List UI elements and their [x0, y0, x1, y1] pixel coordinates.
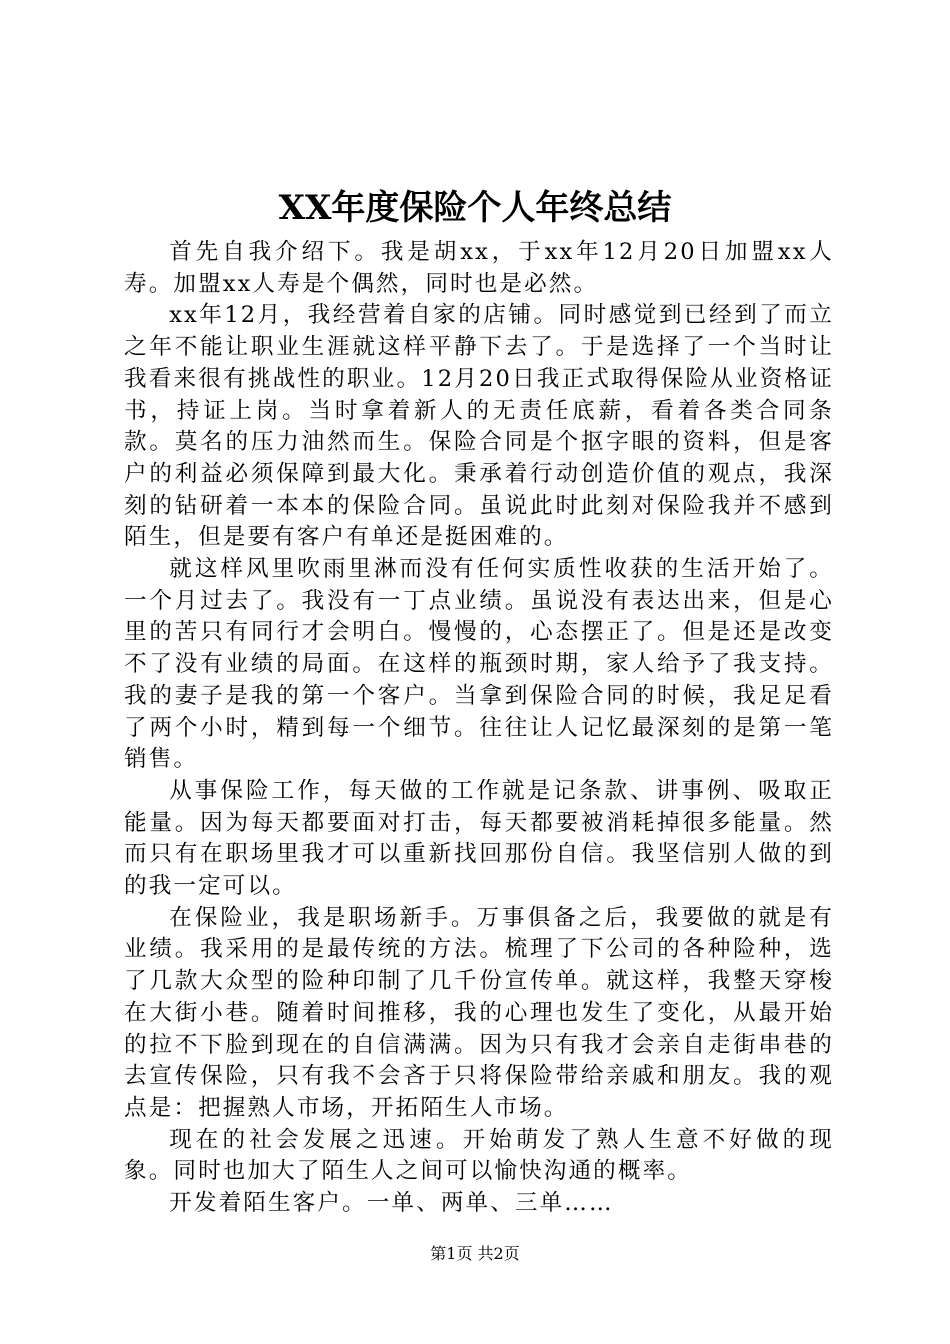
paragraph: 首先自我介绍下。我是胡xx，于xx年12月20日加盟xx人寿。加盟xx人寿是个偶然，同时也是必然。 [124, 239, 834, 297]
page-footer [0, 1244, 950, 1264]
paragraph: 就这样风里吹雨里淋而没有任何实质性收获的生活开始了。一个月过去了。我没有一丁点业绩。虽说没有表达出来，但是心里的苦只有同行才会明白。慢慢的，心态摆正了。但是还是改变不了没有业绩的局面。在这样的瓶颈时期，家人给予了我支持。我的妻子是我的第一个客户。当拿到保险合同的时候，我足足看了两个小时，精到每一个细节。往往让人记忆最深刻的是第一笔销售。 [124, 556, 834, 773]
paragraph: xx年12月，我经营着自家的店铺。同时感觉到已经到了而立之年不能让职业生涯就这样平静下去了。于是选择了一个当时让我看来很有挑战性的职业。12月20日我正式取得保险从业资格证书，持证上岗。当时拿着新人的无责任底薪，看着各类合同条款。莫名的压力油然而生。保险合同是个抠字眼的资料，但是客户的利益必须保障到最大化。秉承着行动创造价值的观点，我深刻的钻研着一本本的保险合同。虽说此时此刻对保险我并不感到陌生，但是要有客户有单还是挺困难的。 [124, 302, 834, 551]
page-indicator: 第1页 共2页 [430, 1244, 520, 1263]
paragraph: 开发着陌生客户。一单、两单、三单…… [169, 1190, 614, 1217]
paragraph: 现在的社会发展之迅速。开始萌发了熟人生意不好做的现象。同时也加大了陌生人之间可以愉快沟通的概率。 [124, 1126, 834, 1185]
document-body [124, 237, 834, 1220]
paragraph: 在保险业，我是职场新手。万事俱备之后，我要做的就是有业绩。我采用的是最传统的方法。梳理了下公司的各种险种，选了几款大众型的险种印制了几千份宣传单。就这样，我整天穿梭在大街小巷。随着时间推移，我的心理也发生了变化，从最开始的拉不下脸到现在的自信满满。因为只有我才会亲自走街串巷的去宣传保险，只有我不会吝于只将保险带给亲戚和朋友。我的观点是：把握熟人市场，开拓陌生人市场。 [124, 904, 834, 1121]
paragraph: 从事保险工作，每天做的工作就是记条款、讲事例、吸取正能量。因为每天都要面对打击，每天都要被消耗掉很多能量。然而只有在职场里我才可以重新找回那份自信。我坚信别人做的到的我一定可以。 [124, 777, 834, 900]
document-title: XX年度保险个人年终总结 [278, 188, 672, 228]
